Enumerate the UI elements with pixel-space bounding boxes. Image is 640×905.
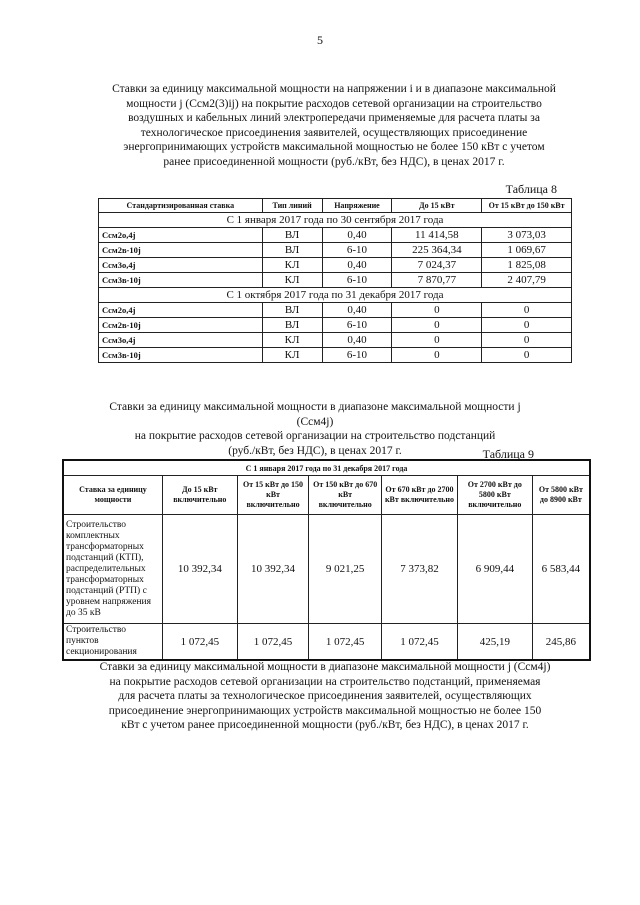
table8-cell: 0 [482, 333, 572, 348]
table8-header: До 15 кВт [392, 199, 482, 213]
table8-header: От 15 кВт до 150 кВт [482, 199, 572, 213]
table8-cell: 11 414,58 [392, 228, 482, 243]
table8-cell: 7 024,37 [392, 258, 482, 273]
table9-header: От 15 кВт до 150 кВт включительно [237, 476, 309, 515]
table9-cell: 10 392,34 [237, 515, 309, 624]
heading-line: Ставки за единицу максимальной мощности на напряжении i и в диапазоне максимальной [112, 83, 556, 95]
table8-period: С 1 января 2017 года по 30 сентября 2017 года [99, 213, 572, 228]
table8-period: С 1 октября 2017 года по 31 декабря 2017 года [99, 288, 572, 303]
table8-cell: КЛ [262, 333, 322, 348]
table8-cell: 1 069,67 [482, 243, 572, 258]
table8-cell: 6-10 [322, 243, 392, 258]
table8-cell: ВЛ [262, 318, 322, 333]
rate-code: Cсм2в-10j [99, 243, 263, 258]
rate-code: Cсм2о,4j [99, 303, 263, 318]
table8-cell: 0 [482, 318, 572, 333]
section1-heading [98, 82, 570, 169]
table8-cell: 0,40 [322, 228, 392, 243]
section3-heading [95, 660, 555, 733]
table8-cell: 0 [392, 333, 482, 348]
heading-line: на покрытие расходов сетевой организации на строительство подстанций [134, 430, 496, 442]
table8-cell: КЛ [262, 273, 322, 288]
table8-header: Тип линий [262, 199, 322, 213]
table9-caption: Таблица 9 [482, 447, 534, 461]
rate-code: Cсм3в-10j [99, 273, 263, 288]
table8-cell: 0,40 [322, 333, 392, 348]
heading-line: на покрытие расходов сетевой организации на строительство подстанций, применяемая [109, 675, 541, 688]
table9-cell: 6 583,44 [532, 515, 590, 624]
table9-cell: 1 072,45 [309, 624, 382, 661]
table8-cell: 0 [392, 318, 482, 333]
table-row [99, 348, 572, 363]
heading-line: кВт с учетом ранее присоединенной мощности (руб./кВт, без НДС), в ценах 2017 г. [121, 719, 529, 731]
table9-cell: 7 373,82 [382, 515, 458, 624]
rate-code: Cсм2в-10j [99, 318, 263, 333]
heading-line: энергопринимающих устройств максимальной мощностью не более 150 кВт с учетом [123, 141, 545, 153]
heading-line: ранее присоединенной мощности (руб./кВт, без НДС), в ценах 2017 г. [163, 155, 505, 168]
rate-code: Cсм3о,4j [99, 333, 263, 348]
heading-line: (руб./кВт, без НДС), в ценах 2017 г. [228, 444, 402, 457]
table8-header: Напряжение [322, 199, 392, 213]
rate-code: Cсм2о,4j [99, 228, 263, 243]
table8-period-row [99, 288, 572, 303]
table8-cell: КЛ [262, 258, 322, 273]
table9-cell: 425,19 [457, 624, 532, 661]
table-row [63, 624, 590, 661]
table-row [99, 228, 572, 243]
heading-line: мощности j (Cсм2(3)ij) на покрытие расходов сетевой организации на строительство [126, 97, 542, 110]
table9-cell: 9 021,25 [309, 515, 382, 624]
table8-cell: ВЛ [262, 228, 322, 243]
table-row [99, 303, 572, 318]
table8-cell: 1 825,08 [482, 258, 572, 273]
table8-cell: 0 [392, 303, 482, 318]
table9-header: От 670 кВт до 2700 кВт включительно [382, 476, 458, 515]
table9-header: От 150 кВт до 670 кВт включительно [309, 476, 382, 515]
table8-cell: ВЛ [262, 303, 322, 318]
table8-cell: 2 407,79 [482, 273, 572, 288]
table9-header-row [63, 476, 590, 515]
table8-cell: 225 364,34 [392, 243, 482, 258]
section2-heading [95, 400, 535, 458]
table-row [99, 318, 572, 333]
table9-cell-name: Строительство комплектных трансформаторных подстанций (КТП), распределительных трансформаторных подстанций (РТП) с уровнем напряжения до 35 кВ [63, 515, 162, 624]
rate-code: Cсм3в-10j [99, 348, 263, 363]
table9-header: От 5800 кВт до 8900 кВт [532, 476, 590, 515]
table9-cell: 10 392,34 [162, 515, 237, 624]
table8-caption: Таблица 8 [505, 182, 557, 196]
table9-header: Ставка за единицу мощности [63, 476, 162, 515]
table8-header: Стандартизированная ставка [99, 199, 263, 213]
heading-line: присоединение энергопринимающих устройств максимальной мощностью не более 150 [108, 704, 542, 717]
table8-cell: 6-10 [322, 318, 392, 333]
table9-cell: 1 072,45 [237, 624, 309, 661]
table8-header-row [99, 199, 572, 213]
table-row [99, 273, 572, 288]
table8-cell: 6-10 [322, 273, 392, 288]
table9-header: От 2700 кВт до 5800 кВт включительно [457, 476, 532, 515]
table8-cell: КЛ [262, 348, 322, 363]
table9-cell: 245,86 [532, 624, 590, 661]
table8-cell: 0,40 [322, 258, 392, 273]
table-row [63, 515, 590, 624]
table9-cell: 1 072,45 [162, 624, 237, 661]
rate-code: Cсм3о,4j [99, 258, 263, 273]
table-8 [98, 198, 572, 363]
table8-cell: 0,40 [322, 303, 392, 318]
table8-cell: 0 [482, 303, 572, 318]
table-row [99, 258, 572, 273]
table-9 [62, 459, 591, 661]
heading-line: воздушных и кабельных линий электропередачи применяемые для расчета платы за [128, 112, 540, 124]
table-row [99, 243, 572, 258]
page-number: 5 [317, 33, 323, 47]
table8-cell: 6-10 [322, 348, 392, 363]
heading-line: Ставки за единицу максимальной мощности в диапазоне максимальной мощности j (Cсм4j) [109, 401, 521, 428]
table9-period: С 1 января 2017 года по 31 декабря 2017 года [63, 460, 590, 476]
table8-cell: ВЛ [262, 243, 322, 258]
table8-period-row [99, 213, 572, 228]
heading-line: для расчета платы за технологическое присоединения заявителей, осуществляющих [118, 690, 532, 702]
table8-cell: 7 870,77 [392, 273, 482, 288]
heading-line: Ставки за единицу максимальной мощности в диапазоне максимальной мощности j (Cсм4j) [99, 661, 551, 673]
table9-header: До 15 кВт включительно [162, 476, 237, 515]
table9-cell: 6 909,44 [457, 515, 532, 624]
table8-cell: 3 073,03 [482, 228, 572, 243]
table9-cell-name: Строительство пунктов секционирования [63, 624, 162, 661]
table8-cell: 0 [392, 348, 482, 363]
table-row [99, 333, 572, 348]
table8-cell: 0 [482, 348, 572, 363]
heading-line: технологическое присоединения заявителей, осуществляющих присоединение [140, 126, 528, 139]
table9-cell: 1 072,45 [382, 624, 458, 661]
